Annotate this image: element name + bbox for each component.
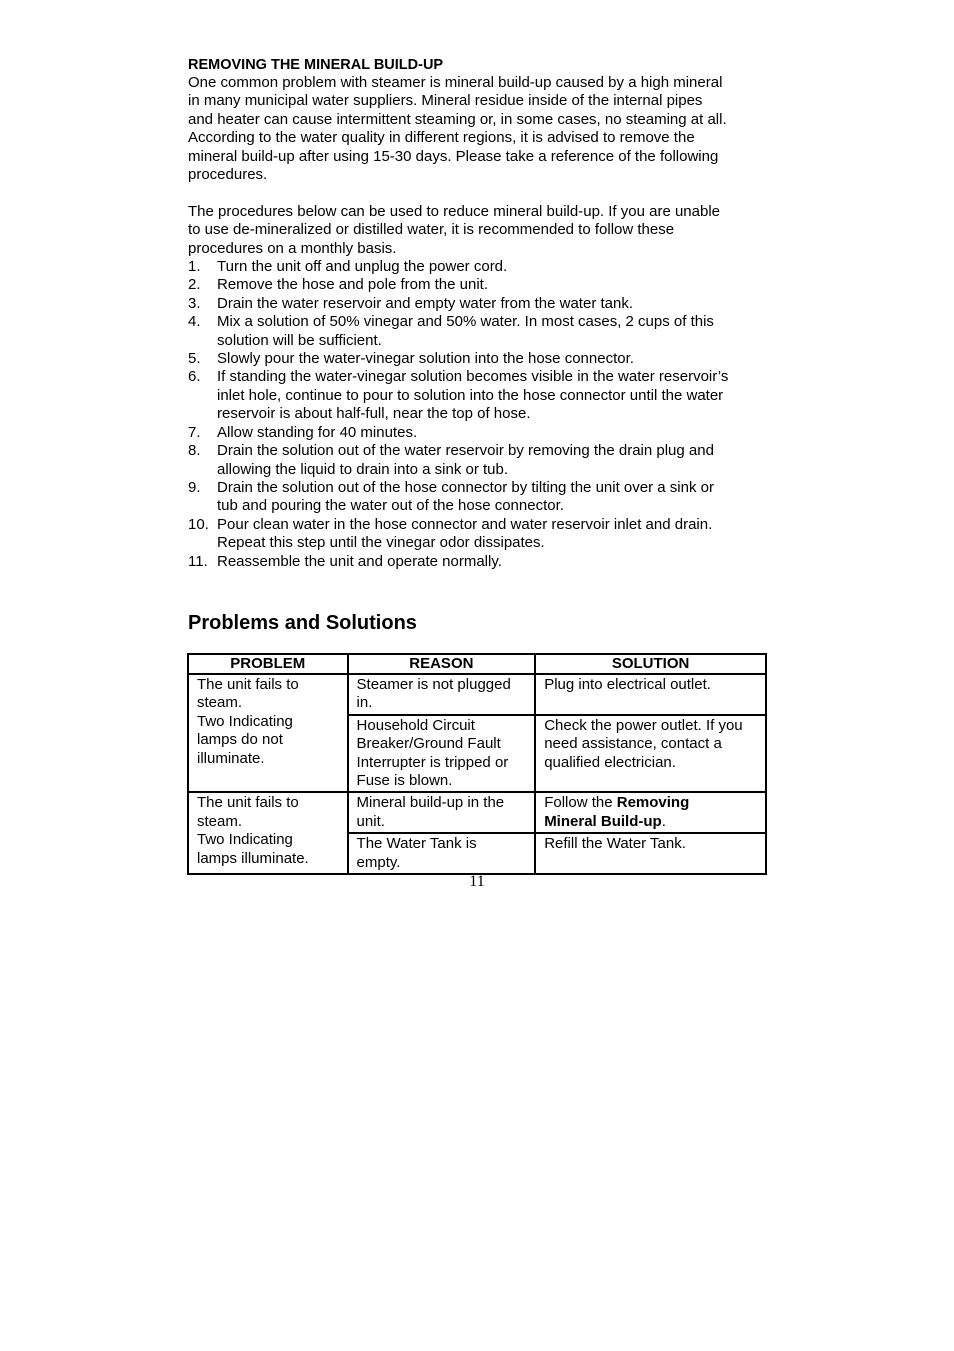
problems-table: [187, 653, 767, 875]
intro-line: One common problem with steamer is mineral build-up caused by a high mineral: [188, 74, 723, 91]
intro-line: mineral build-up after using 15-30 days. Please take a reference of the following: [188, 147, 719, 165]
solution-cell: Follow the Removing Mineral Build-up.: [535, 792, 766, 833]
page-number: 11: [469, 873, 485, 890]
cross-reference-link-text: Removing: [616, 794, 690, 812]
step-item: 10. Pour clean water in the hose connector and water reservoir inlet and drain. Repeat this step until the vinegar odor dissipates.: [188, 515, 713, 552]
table-row: [188, 674, 766, 715]
mineral-intro-paragraph: [188, 74, 768, 184]
intro-line: in many municipal water suppliers. Mineral residue inside of the internal pipes: [188, 92, 703, 110]
step-item: 9. Drain the solution out of the hose connector by tilting the unit over a sink or tub and pouring the water out of the hose connector.: [188, 478, 714, 515]
table-row: [188, 792, 766, 833]
step-item: 1. Turn the unit off and unplug the power cord.: [188, 258, 508, 276]
intro-line: procedures.: [188, 166, 268, 184]
step-item: 3. Drain the water reservoir and empty water from the water tank.: [188, 294, 634, 312]
solution-cell: Refill the Water Tank.: [535, 833, 766, 874]
step-item: 11. Reassemble the unit and operate normally.: [188, 552, 502, 570]
header-solution: SOLUTION: [535, 654, 766, 674]
intro-line: and heater can cause intermittent steaming or, in some cases, no steaming at all.: [188, 110, 727, 128]
procedures-line: The procedures below can be used to reduce mineral build-up. If you are unable: [188, 202, 720, 220]
step-item: 5. Slowly pour the water-vinegar solution into the hose connector.: [188, 350, 634, 368]
solution-cell: Plug into electrical outlet.: [535, 674, 766, 715]
step-item: 2. Remove the hose and pole from the unit.: [188, 276, 488, 294]
cross-reference-link-text: Mineral Build-up: [544, 812, 662, 830]
reason-cell: Household Circuit Breaker/Ground Fault Interrupter is tripped or Fuse is blown.: [348, 715, 536, 793]
mineral-section: [188, 56, 768, 571]
reason-cell: The Water Tank is empty.: [348, 833, 536, 874]
header-problem: PROBLEM: [188, 654, 348, 674]
step-item: 6. If standing the water-vinegar solution becomes visible in the water reservoir’s inlet hole, continue to pour to solution into the hose connector until the water reservoir is about half-full, near the top of hose.: [188, 368, 729, 423]
reason-cell: Mineral build-up in the unit.: [348, 792, 536, 833]
intro-line: According to the water quality in different regions, it is advised to remove the: [188, 129, 695, 147]
procedures-line: to use de-mineralized or distilled water, it is recommended to follow these: [188, 221, 675, 239]
step-item: 7. Allow standing for 40 minutes.: [188, 423, 418, 441]
problem-cell: The unit fails to steam. Two Indicating lamps illuminate.: [188, 792, 348, 874]
problems-heading: Problems and Solutions: [188, 612, 417, 634]
reason-cell: Steamer is not plugged in.: [348, 674, 536, 715]
step-item: 4. Mix a solution of 50% vinegar and 50% water. In most cases, 2 cups of this solution will be sufficient.: [188, 313, 714, 349]
procedures-paragraph: [188, 203, 768, 258]
mineral-heading: REMOVING THE MINERAL BUILD-UP: [188, 57, 444, 73]
header-reason: REASON: [348, 654, 536, 674]
problem-cell: The unit fails to steam. Two Indicating lamps do not illuminate.: [188, 674, 348, 792]
table-header-row: [188, 654, 766, 674]
solution-cell: Check the power outlet. If you need assistance, contact a qualified electrician.: [535, 715, 766, 793]
procedures-line: procedures on a monthly basis.: [188, 239, 397, 257]
procedure-steps: [188, 258, 768, 571]
step-item: 8. Drain the solution out of the water reservoir by removing the drain plug and allowing the liquid to drain into a sink or tub.: [188, 442, 714, 478]
